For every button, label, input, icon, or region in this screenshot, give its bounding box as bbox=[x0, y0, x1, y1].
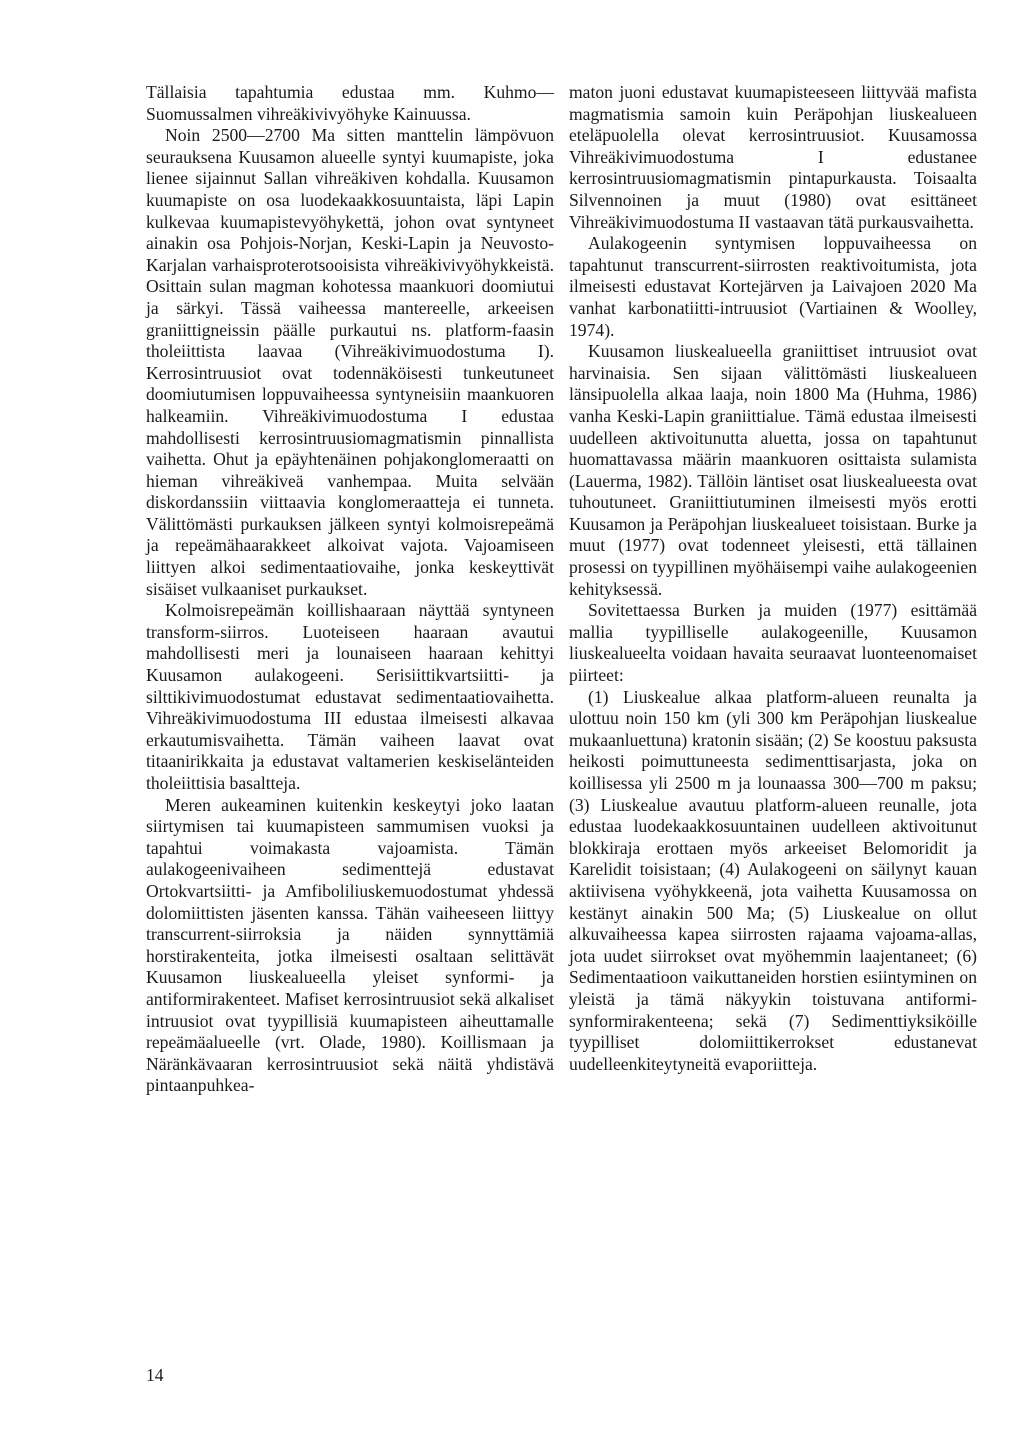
left-text-column bbox=[146, 82, 554, 1097]
paragraph: Kolmoisrepeämän koillishaaraan näyttää syntyneen transform-siirros. Luoteiseen haaraan avautui mahdollisesti meri ja lounaiseen haaraan kehittyi Kuusamon aulakogeeni. Serisiittikvartsiitti- ja silttikivimuodostumat edustavat sedimentaatiovaihetta. Vihreäkivimuodostuma III edustaa ilmeisesti alkavaa erkautumisvaihetta. Tämän vaiheen laavat ovat titaanirikkaita ja edustavat valtamerien keskiselänteiden tholeiittisia basaltteja. bbox=[146, 600, 554, 793]
paragraph: Meren aukeaminen kuitenkin keskeytyi joko laatan siirtymisen tai kuumapisteen sammumisen vuoksi ja tapahtui voimakasta vajoamista. Tämän aulakogeenivaiheen sedimenttejä edustavat Ortokvartsiitti- ja Amfiboliliuskemuodostumat yhdessä dolomiittisten jäsenten kanssa. Tähän vaiheeseen liittyy transcurrent-siirroksia ja näiden synnyttämiä horstirakenteita, jotka ilmeisesti osaltaan selittävät Kuusamon liuskealueella yleiset synformi- ja antiformirakenteet. Mafiset kerrosintruusiot sekä alkaliset intruusiot ovat tyypillisiä kuumapisteen aiheuttamalle repeämäalueelle (vrt. Olade, 1980). Koillismaan ja Näränkävaaran kerrosintruusiot sekä näitä yhdistävä pintaanpuhkea- bbox=[146, 794, 554, 1096]
paragraph: Aulakogeenin syntymisen loppuvaiheessa on tapahtunut transcurrent-siirrosten reaktivoitumista, jota ilmeisesti edustavat Kortejärven ja Laivajoen 2020 Ma vanhat karbonatiitti-intruusiot (Vartiainen & Woolley, 1974). bbox=[569, 233, 977, 340]
paragraph: Tällaisia tapahtumia edustaa mm. Kuhmo—Suomussalmen vihreäkivivyöhyke Kainuussa. bbox=[146, 82, 554, 124]
right-text-column bbox=[569, 82, 977, 1075]
paragraph: Kuusamon liuskealueella graniittiset intruusiot ovat harvinaisia. Sen sijaan välittömästi liuskealueen länsipuolella alkaa laaja, noin 1800 Ma (Huhma, 1986) vanha Keski-Lapin graniittialue. Tämä edustaa ilmeisesti uudelleen aktivoitunutta aluetta, jossa on tapahtunut huomattavassa määrin maankuoren osittaista sulamista (Lauerma, 1982). Tällöin läntiset osat liuskealueesta ovat tuhoutuneet. Graniittiutuminen ilmeisesti myös erotti Kuusamon ja Peräpohjan liuskealueet toisistaan. Burke ja muut (1977) ovat todenneet yleisesti, että tällainen prosessi on tyypillinen myöhäisempi vaihe aulakogeenien kehityksessä. bbox=[569, 341, 977, 599]
page-number: 14 bbox=[146, 1365, 164, 1385]
paragraph: Sovitettaessa Burken ja muiden (1977) esittämää mallia tyypilliselle aulakogeenille, Kuusamon liuskealueelta voidaan havaita seuraavat luonteenomaiset piirteet: bbox=[569, 600, 977, 686]
paragraph: Noin 2500—2700 Ma sitten manttelin lämpövuon seurauksena Kuusamon alueelle syntyi kuumapiste, joka lienee sijainnut Sallan vihreäkiven kohdalla. Kuusamon kuumapiste on osa luodekaakkosuuntaista, läpi Lapin kulkevaa kuumapistevyöhykettä, johon ovat syntyneet ainakin osa Pohjois-Norjan, Keski-Lapin ja Neuvosto-Karjalan varhaisproterotsooisista vihreäkivivyöhykkeistä. Osittain sulan magman kohotessa maankuori doomiutui ja särkyi. Tässä vaiheessa mantereelle, arkeeisen graniittigneissin päälle purkautui ns. platform-faasin tholeiittista laavaa (Vihreäkivimuodostuma I). Kerrosintruusiot ovat todennäköisesti tunkeutuneet doomiutumisen loppuvaiheessa syntyneisiin maankuoren halkeamiin. Vihreäkivimuodostuma I edustaa mahdollisesti kerrosintruusiomagmatismin pinnallista vaihetta. Ohut ja epäyhtenäinen pohjakonglomeraatti on hieman vihreäkiveä vanhempaa. Muita selvään diskordanssiin viittaavia konglomeraatteja ei tunneta. Välittömästi purkauksen jälkeen syntyi kolmoisrepeämä ja repeämähaarakkeet alkoivat vajota. Vajoamiseen liittyen alkoi sedimentaatiovaihe, jonka keskeyttivät sisäiset vulkaaniset purkaukset. bbox=[146, 125, 554, 599]
paragraph: maton juoni edustavat kuumapisteeseen liittyvää mafista magmatismia samoin kuin Peräpohjan liuskealueen eteläpuolella olevat kerrosintruusiot. Kuusamossa Vihreäkivimuodostuma I edustanee kerrosintruusiomagmatismin pintapurkausta. Toisaalta Silvennoinen ja muut (1980) ovat esittäneet Vihreäkivimuodostuma II vastaavan tätä purkausvaihetta. bbox=[569, 82, 977, 232]
paragraph: (1) Liuskealue alkaa platform-alueen reunalta ja ulottuu noin 150 km (yli 300 km Peräpohjan liuskealue mukaanluettuna) kratonin sisään; (2) Se koostuu paksusta heikosti poimuttuneesta sedimenttisarjasta, joka on koillisessa yli 2500 m ja lounaassa 300—700 m paksu; (3) Liuskealue avautuu platform-alueen reunalle, jota edustaa luodekaakkosuuntainen uudelleen aktivoitunut blokkiraja erottaen myös arkeeiset Belomoridit ja Karelidit toisistaan; (4) Aulakogeeni on säilynyt kauan aktiivisena vyöhykkeenä, jota vaihetta Kuusamossa on kestänyt ainakin 500 Ma; (5) Liuskealue on ollut alkuvaiheessa kapea siirrosten rajaama vajoama-allas, jota uudet siirrokset ovat myöhemmin laajentaneet; (6) Sedimentaatioon vaikuttaneiden horstien esiintyminen on yleistä ja tämä näkyykin toistuvana antiformi-synformirakenteena; sekä (7) Sedimenttiyksiköille tyypilliset dolomiittikerrokset edustanevat uudelleenkiteytyneitä evaporiitteja. bbox=[569, 686, 977, 1074]
